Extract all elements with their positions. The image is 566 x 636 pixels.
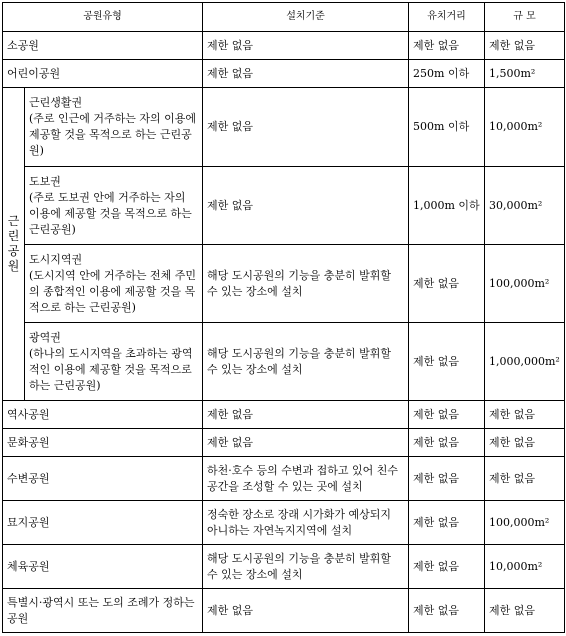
- park-name: [25, 245, 203, 323]
- park-name: 특별시·광역시 또는 도의 조례가 정하는 공원: [3, 589, 203, 633]
- distance-cell: 제한 없음: [409, 501, 485, 545]
- distance-cell: 500m 이하: [409, 88, 485, 167]
- park-name: [25, 88, 203, 167]
- criteria-cell: 제한 없음: [203, 167, 409, 245]
- park-name: 체육공원: [3, 545, 203, 589]
- criteria-cell: 하천·호수 등의 수변과 접하고 있어 친수공간을 조성할 수 있는 곳에 설치: [203, 457, 409, 501]
- header-row: [3, 3, 565, 32]
- distance-cell: 제한 없음: [409, 32, 485, 60]
- distance-cell: 제한 없음: [409, 245, 485, 323]
- criteria-cell: 해당 도시공원의 기능을 충분히 발휘할 수 있는 장소에 설치: [203, 323, 409, 401]
- distance-cell: 제한 없음: [409, 401, 485, 429]
- distance-cell: 제한 없음: [409, 429, 485, 457]
- distance-cell: 제한 없음: [409, 589, 485, 633]
- header-distance: 유치거리: [409, 3, 485, 32]
- park-subtype-name: 광역권: [29, 330, 61, 344]
- criteria-cell: 제한 없음: [203, 589, 409, 633]
- distance-cell: 제한 없음: [409, 545, 485, 589]
- scale-cell: 100,000m²: [485, 501, 565, 545]
- park-name: 역사공원: [3, 401, 203, 429]
- distance-cell: 1,000m 이하: [409, 167, 485, 245]
- scale-cell: 10,000m²: [485, 88, 565, 167]
- park-subtype-description: (도시지역 안에 거주하는 전체 주민의 종합적인 이용에 제공할 것을 목적으로 하는 근린공원): [29, 268, 197, 314]
- park-subtype-description: (주로 인근에 거주하는 자의 이용에 제공할 것을 목적으로 하는 근린공원): [29, 112, 197, 157]
- park-subtype-name: 근린생활권: [29, 96, 83, 109]
- table-row: [3, 501, 565, 545]
- distance-cell: 제한 없음: [409, 457, 485, 501]
- scale-cell: 제한 없음: [485, 589, 565, 633]
- table-row: [3, 457, 565, 501]
- park-subtype-name: 도보권: [29, 174, 61, 188]
- criteria-cell: 제한 없음: [203, 429, 409, 457]
- scale-cell: 1,000,000m²: [485, 323, 565, 401]
- table-row: [3, 88, 565, 167]
- header-scale: 규 모: [485, 3, 565, 32]
- scale-cell: 제한 없음: [485, 32, 565, 60]
- criteria-cell: 해당 도시공원의 기능을 충분히 발휘할 수 있는 장소에 설치: [203, 245, 409, 323]
- table-row: [3, 167, 565, 245]
- scale-cell: 100,000m²: [485, 245, 565, 323]
- table-row: [3, 32, 565, 60]
- scale-cell: 제한 없음: [485, 401, 565, 429]
- park-subtype-name: 도시지역권: [29, 252, 83, 266]
- distance-cell: 제한 없음: [409, 323, 485, 401]
- scale-cell: 10,000m²: [485, 545, 565, 589]
- distance-cell: 250m 이하: [409, 60, 485, 88]
- table-row: [3, 545, 565, 589]
- park-name: 수변공원: [3, 457, 203, 501]
- header-criteria: 설치기준: [203, 3, 409, 32]
- park-name: [25, 323, 203, 401]
- park-subtype-description: (하나의 도시지역을 초과하는 광역적인 이용에 제공할 것을 목적으로 하는 근린공원): [29, 346, 193, 392]
- criteria-cell: 해당 도시공원의 기능을 충분히 발휘할 수 있는 장소에 설치: [203, 545, 409, 589]
- park-subtype-description: (주로 도보권 안에 거주하는 자의 이용에 제공할 것을 목적으로 하는 근린공원): [29, 190, 192, 236]
- table-row: [3, 323, 565, 401]
- table-row: [3, 401, 565, 429]
- park-name: 어린이공원: [3, 60, 203, 88]
- table-row: [3, 589, 565, 633]
- scale-cell: 제한 없음: [485, 429, 565, 457]
- scale-cell: 30,000m²: [485, 167, 565, 245]
- scale-cell: 1,500m²: [485, 60, 565, 88]
- criteria-cell: 제한 없음: [203, 32, 409, 60]
- neighborhood-park-group-label: 근 린 공 원: [3, 88, 25, 401]
- header-park-type: 공원유형: [3, 3, 203, 32]
- criteria-cell: 제한 없음: [203, 401, 409, 429]
- table-row: [3, 429, 565, 457]
- criteria-cell: 제한 없음: [203, 60, 409, 88]
- table-row: [3, 245, 565, 323]
- park-name: [25, 167, 203, 245]
- park-name: 문화공원: [3, 429, 203, 457]
- table-row: [3, 60, 565, 88]
- criteria-cell: 정숙한 장소로 장래 시가화가 예상되지 아니하는 자연녹지지역에 설치: [203, 501, 409, 545]
- park-name: 소공원: [3, 32, 203, 60]
- park-standards-table: [2, 2, 565, 633]
- criteria-cell: 제한 없음: [203, 88, 409, 167]
- park-name: 묘지공원: [3, 501, 203, 545]
- scale-cell: 제한 없음: [485, 457, 565, 501]
